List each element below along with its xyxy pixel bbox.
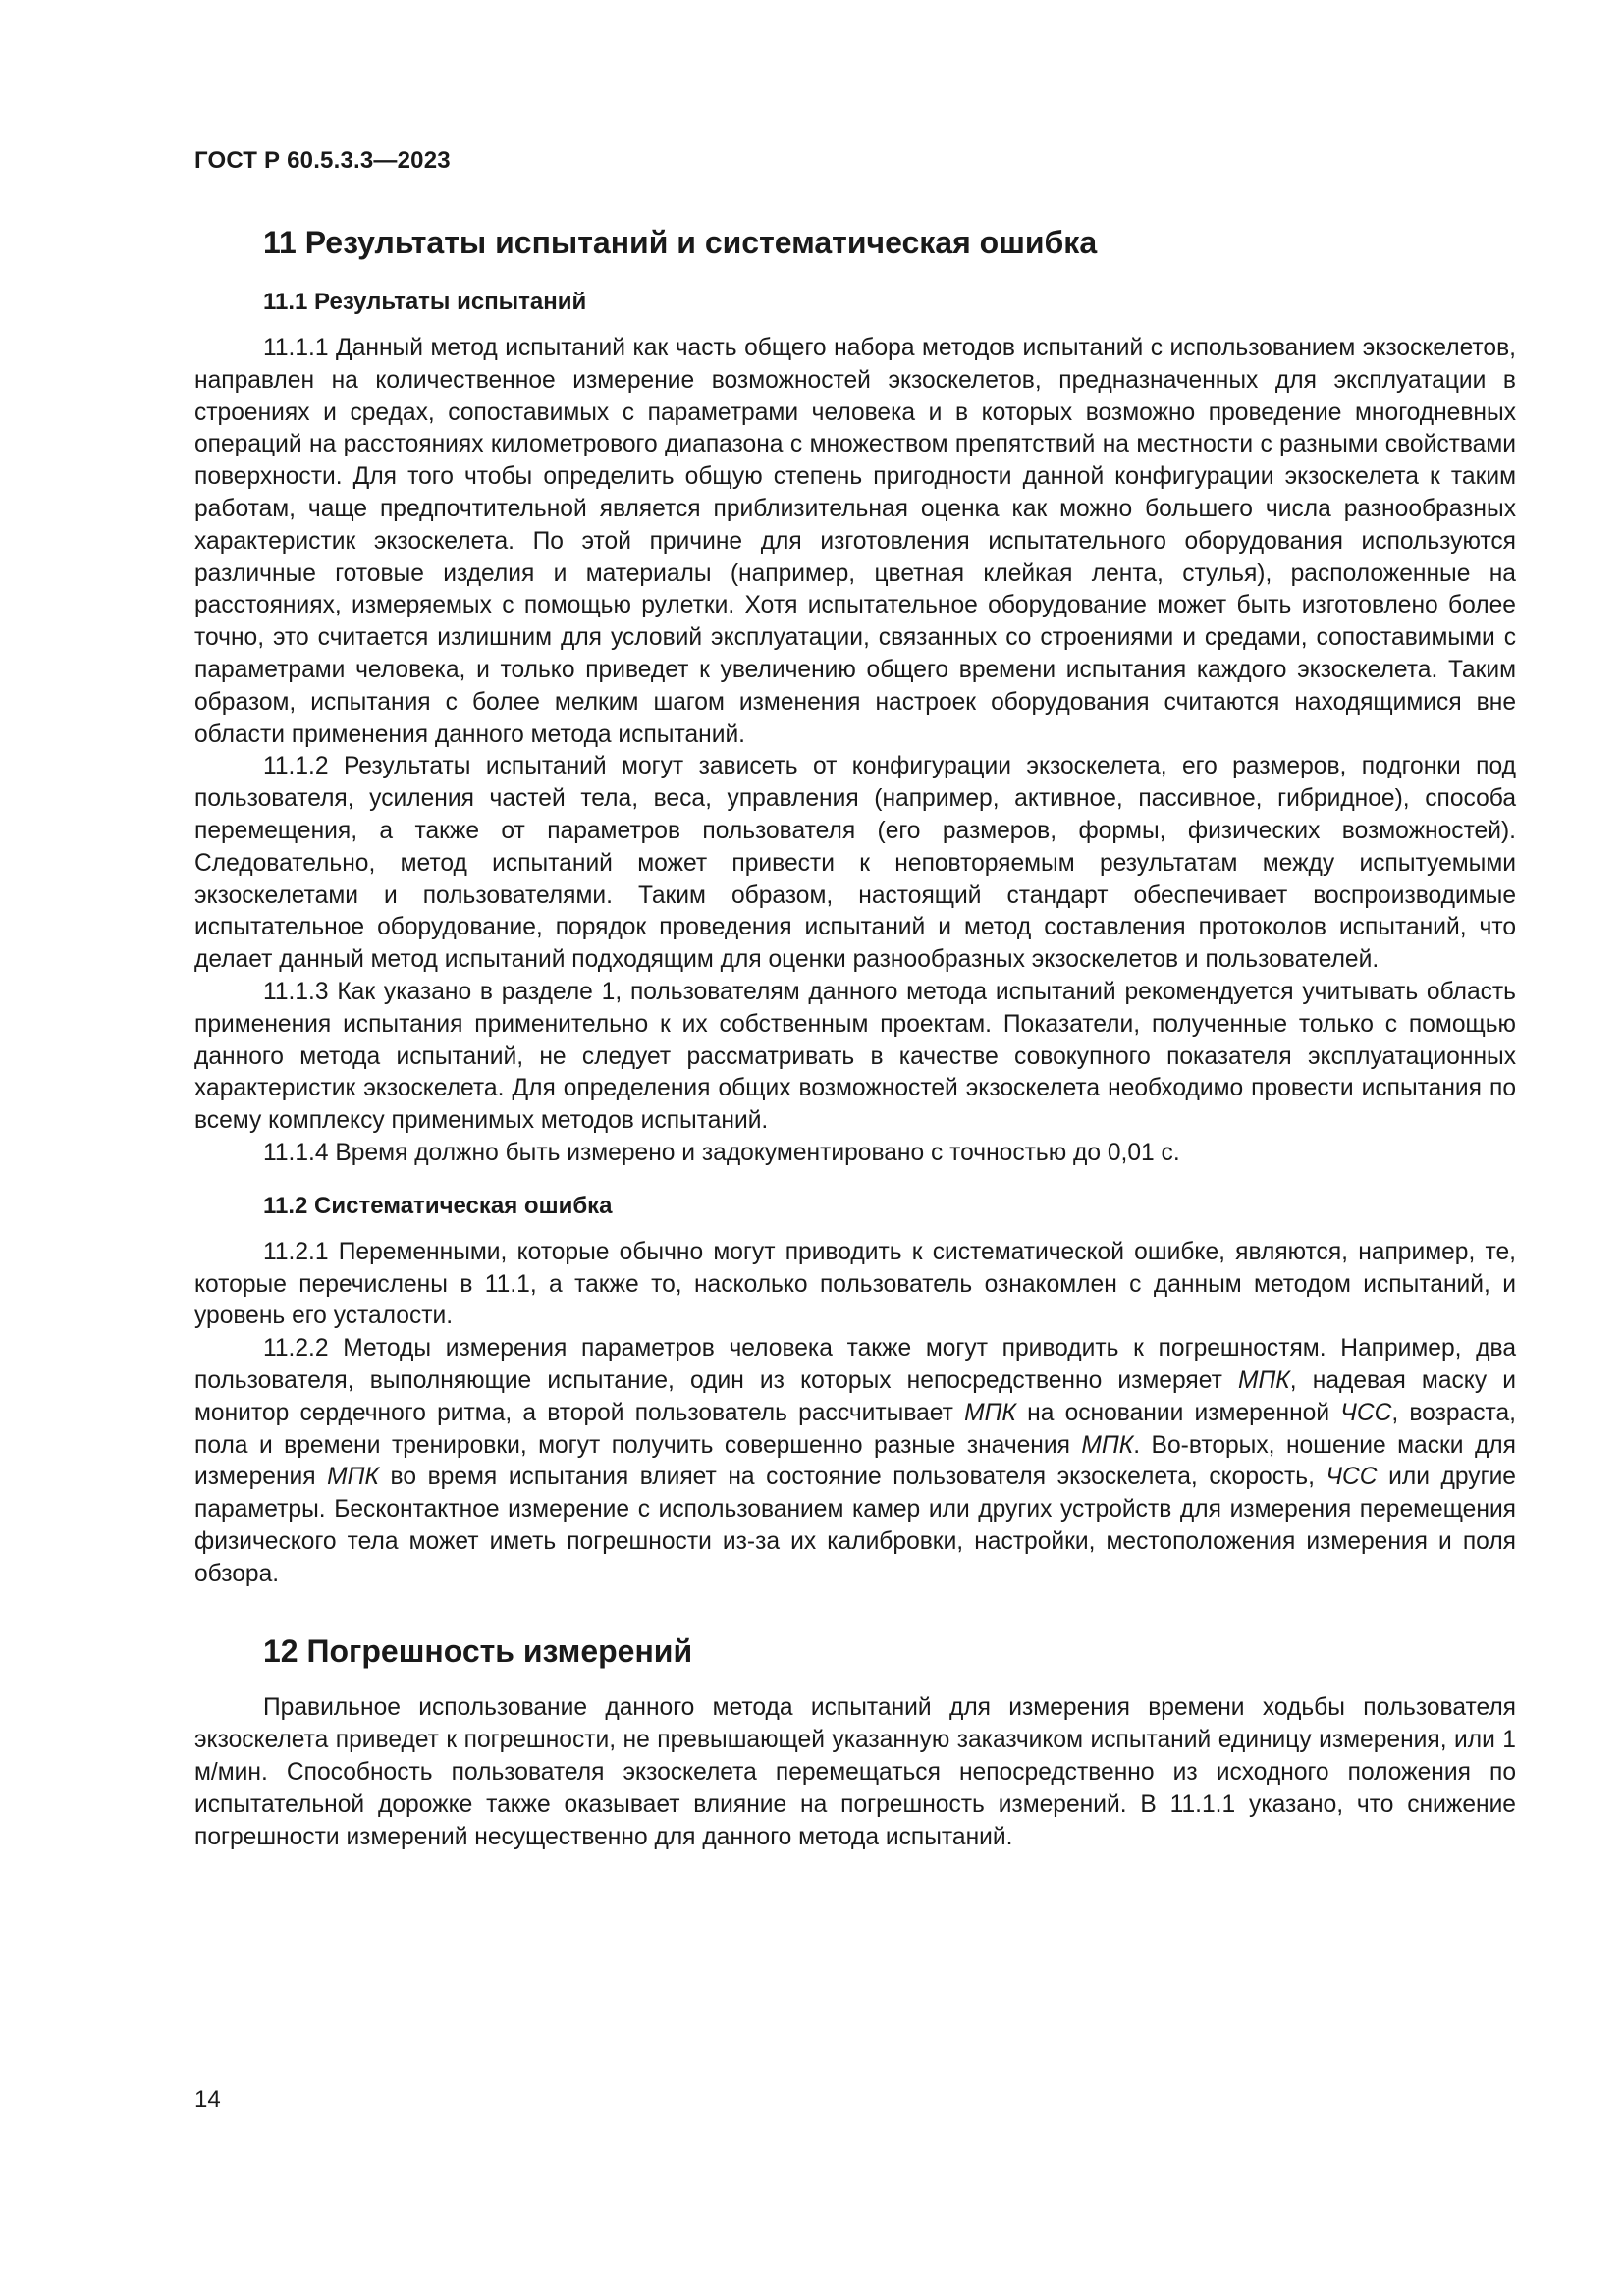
paragraph-11-1-2: 11.1.2 Результаты испытаний могут зависеть от конфигурации экзоскелета, его размеров, подгонки под пользователя, усиления частей тела, веса, управления (например, активное, пассивное, гибридное), способа перемещения, а также от параметров пользователя (его размеров, формы, физических возможностей). Следовательно, метод испытаний может привести к неповторяемым результатам между испытуемыми экзоскелетами и пользователями. Таким образом, настоящий стандарт обеспечивает воспроизводимые испытательное оборудование, порядок проведения испытаний и метод составления протоколов испытаний, что делает данный метод испытаний подходящим для оценки разнообразных экзоскелетов и пользователей.: [194, 753, 1516, 974]
document-standard-id: ГОСТ Р 60.5.3.3—2023: [194, 147, 451, 174]
section-12-heading: 12 Погрешность измерений: [263, 1633, 693, 1670]
subsection-11-1-heading: 11.1 Результаты испытаний: [263, 289, 587, 315]
section-11-heading: 11 Результаты испытаний и систематическая ошибка: [263, 225, 1098, 260]
paragraph-11-2-1: 11.2.1 Переменными, которые обычно могут приводить к систематической ошибке, являются, например, те, которые перечислены в 11.1, а также то, насколько пользователь ознакомлен с данным методом испытаний, и уровень его усталости.: [194, 1238, 1516, 1330]
page-number: 14: [194, 2086, 221, 2112]
paragraph-11-1-3: 11.1.3 Как указано в разделе 1, пользователям данного метода испытаний рекомендуется учитывать область применения испытания применительно к их собственным проектам. Показатели, полученные только с помощью данного метода испытаний, не следует рассматривать в качестве совокупного показателя эксплуатационных характеристик экзоскелета. Для определения общих возможностей экзоскелета необходимо провести испытания по всему комплексу применимых методов испытаний.: [194, 978, 1516, 1135]
paragraph-12: Правильное использование данного метода испытаний для измерения времени ходьбы пользователя экзоскелета приведет к погрешности, не превышающей указанную заказчиком испытаний единицу измерения, или 1 м/мин. Способность пользователя экзоскелета перемещаться непосредственно из исходного положения по испытательной дорожке также оказывает влияние на погрешность измерений. В 11.1.1 указано, что снижение погрешности измерений несущественно для данного метода испытаний.: [194, 1694, 1516, 1850]
page-content: [194, 221, 1516, 1853]
paragraph-11-1-4: 11.1.4 Время должно быть измерено и задокументировано с точностью до 0,01 с.: [263, 1139, 1180, 1166]
subsection-11-2-heading: 11.2 Систематическая ошибка: [263, 1192, 613, 1219]
paragraph-11-2-2: 11.2.2 Методы измерения параметров человека также могут приводить к погрешностям. Например, два пользователя, выполняющие испытание, один из которых непосредственно измеряет МПК, надевая маску и монитор сердечного ритма, а второй пользователь рассчитывает МПК на основании измеренной ЧСС, возраста, пола и времени тренировки, могут получить совершенно разные значения МПК. Во-вторых, ношение маски для измерения МПК во время испытания влияет на состояние пользователя экзоскелета, скорость, ЧСС или другие параметры. Бесконтактное измерение с использованием камер или других устройств для измерения перемещения физического тела может иметь погрешности из-за их калибровки, настройки, местоположения измерения и поля обзора.: [194, 1335, 1517, 1587]
paragraph-11-1-1: 11.1.1 Данный метод испытаний как часть общего набора методов испытаний с использованием экзоскелетов, направлен на количественное измерение возможностей экзоскелетов, предназначенных для эксплуатации в строениях и средах, сопоставимых с параметрами человека и в которых возможно проведение многодневных операций на расстояниях километрового диапазона с множеством препятствий на местности с разными свойствами поверхности. Для того чтобы определить общую степень пригодности данной конфигурации экзоскелета к таким работам, чаще предпочтительной является приблизительная оценка как можно большего числа разнообразных характеристик экзоскелета. По этой причине для изготовления испытательного оборудования используются различные готовые изделия и материалы (например, цветная клейкая лента, стулья), расположенные на расстояниях, измеряемых с помощью рулетки. Хотя испытательное оборудование может быть изготовлено более точно, это считается излишним для условий эксплуатации, связанных со строениями и средами, сопоставимыми с параметрами человека, и только приведет к увеличению общего времени испытания каждого экзоскелета. Таким образом, испытания с более мелким шагом изменения настроек оборудования считаются находящимися вне области применения данного метода испытаний.: [194, 335, 1516, 748]
